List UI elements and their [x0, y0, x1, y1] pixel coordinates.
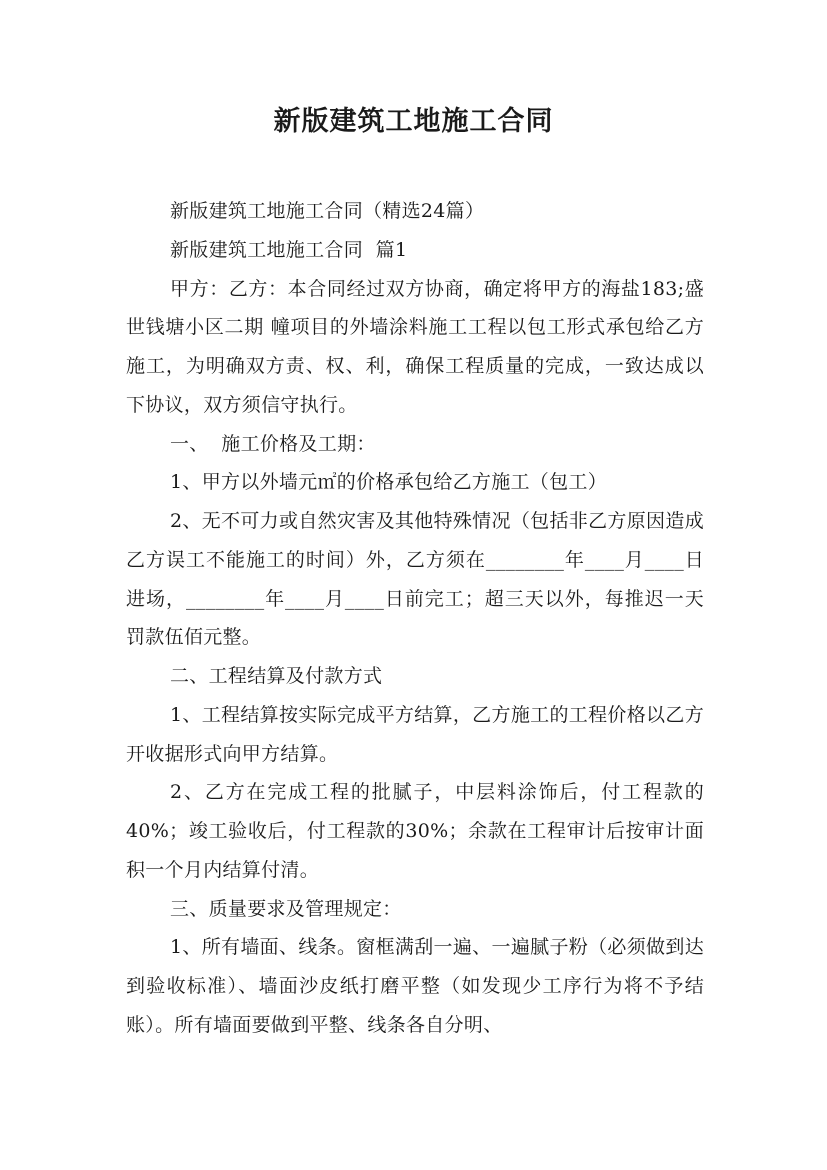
paragraph-clause-1-heading: 一、 施工价格及工期： — [170, 432, 376, 455]
paragraph-clause-3-heading: 三、质量要求及管理规定： — [170, 897, 402, 920]
paragraph-subtitle: 新版建筑工地施工合同（精选24篇） — [170, 200, 485, 222]
paragraph-clause-2-heading: 二、工程结算及付款方式 — [170, 665, 383, 687]
paragraph-preamble: 甲方：乙方：本合同经过双方协商，确定将甲方的海盐183;盛世钱塘小区二期 幢项目的外墙涂料施工工程以包工形式承包给乙方施工，为明确双方责、权、利，确保工程质量的完成，一致达成以下协议，双方须信守执行。 — [126, 277, 704, 416]
paragraph-clause-2-1: 1、工程结算按实际完成平方结算，乙方施工的工程价格以乙方开收据形式向甲方结算。 — [126, 703, 704, 765]
paragraph-clause-2-2: 2、乙方在完成工程的批腻子，中层料涂饰后，付工程款的40%；竣工验收后，付工程款的30%；余款在工程审计后按审计面积一个月内结算付清。 — [126, 781, 704, 881]
paragraph-section-heading: 新版建筑工地施工合同 篇1 — [170, 238, 408, 261]
paragraph-clause-1-1: 1、甲方以外墙元㎡的价格承包给乙方施工（包工） — [170, 471, 607, 494]
document-title: 新版建筑工地施工合同 — [273, 106, 554, 137]
paragraph-clause-1-2: 2、无不可力或自然灾害及其他特殊情况（包括非乙方原因造成乙方误工不能施工的时间）外，乙方须在________年____月____日进场，________年____月____日前完工；超三天以外，每推迟一天罚款伍佰元整。 — [126, 510, 704, 649]
paragraph-clause-3-1: 1、所有墙面、线条。窗框满刮一遍、一遍腻子粉（必须做到达到验收标准）、墙面沙皮纸打磨平整（如发现少工序行为将不予结账）。所有墙面要做到平整、线条各自分明、 — [126, 936, 704, 1036]
document-body — [126, 192, 704, 1045]
